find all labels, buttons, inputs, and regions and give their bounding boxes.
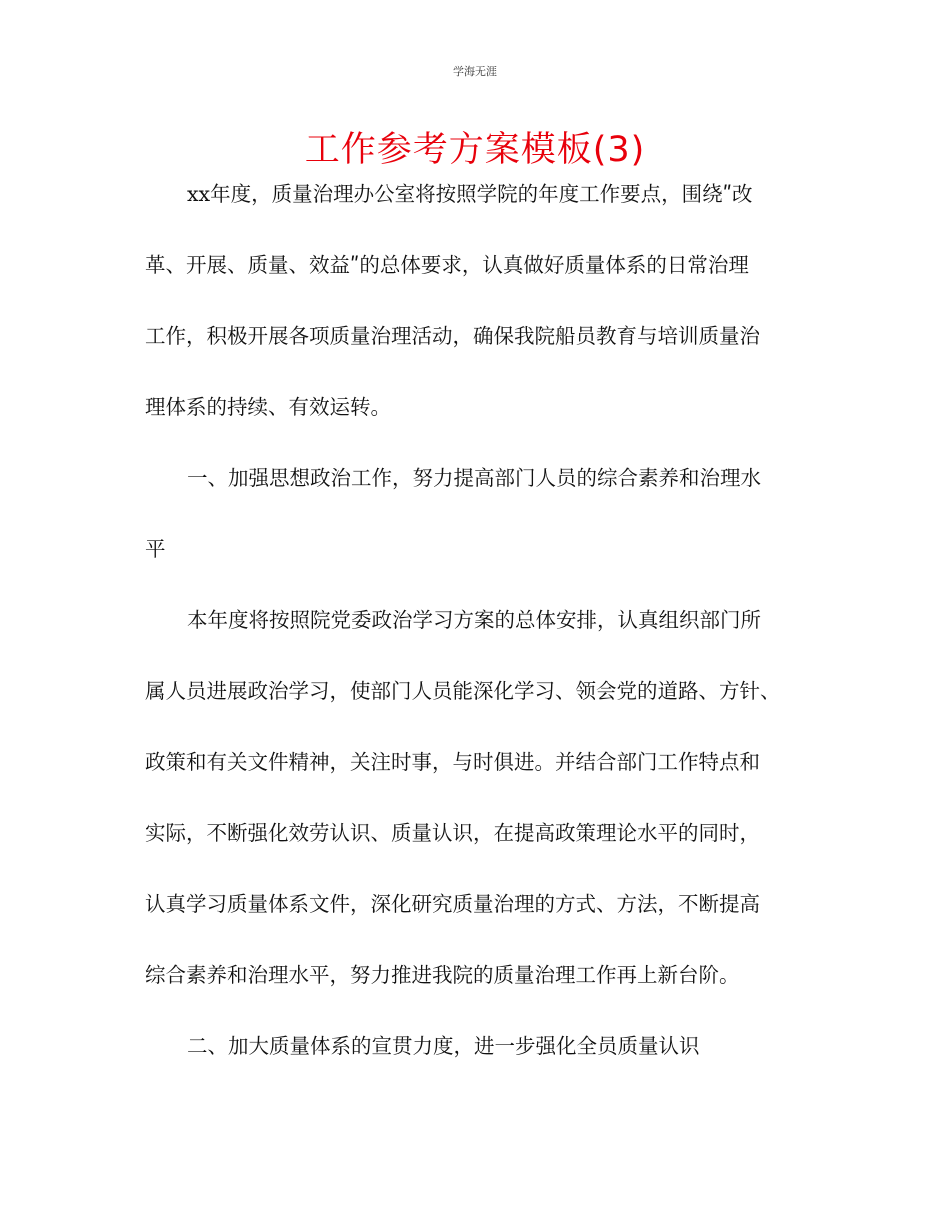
document-body — [145, 178, 810, 1101]
section-heading-1 — [145, 462, 810, 604]
text-line: 工作，积极开展各项质量治理活动，确保我院船员教育与培训质量治 — [145, 324, 760, 348]
section-heading-2 — [145, 1030, 810, 1101]
text-line: 综合素养和治理水平，努力推进我院的质量治理工作再上新台阶。 — [145, 963, 740, 987]
text-line: 认真学习质量体系文件，深化研究质量治理的方式、方法，不断提高 — [145, 892, 760, 916]
paragraph-section-1 — [145, 604, 810, 1030]
text-line: 属人员进展政治学习，使部门人员能深化学习、领会党的道路、方针、 — [145, 679, 781, 703]
text-line: 政策和有关文件精神，关注时事，与时俱进。并结合部门工作特点和 — [145, 750, 760, 774]
text-line: 二、加大质量体系的宣贯力度，进一步强化全员质量认识 — [187, 1034, 700, 1058]
text-line: 本年度将按照院党委政治学习方案的总体安排，认真组织部门所 — [187, 608, 761, 632]
page-header: 学海无涯 — [453, 65, 497, 78]
text-line: 一、加强思想政治工作，努力提高部门人员的综合素养和治理水 — [187, 466, 761, 490]
text-line: 理体系的持续、有效运转。 — [145, 395, 391, 419]
text-line: 革、开展、质量、效益ʺ的总体要求，认真做好质量体系的日常治理 — [145, 253, 749, 277]
text-line: 实际，不断强化效劳认识、质量认识，在提高政策理论水平的同时， — [145, 821, 760, 845]
paragraph-intro — [145, 178, 810, 462]
text-line: 平 — [145, 537, 166, 561]
text-line: xx年度，质量治理办公室将按照学院的年度工作要点，围绕ʺ改 — [187, 182, 753, 206]
document-title: 工作参考方案模板(3) — [304, 130, 646, 170]
